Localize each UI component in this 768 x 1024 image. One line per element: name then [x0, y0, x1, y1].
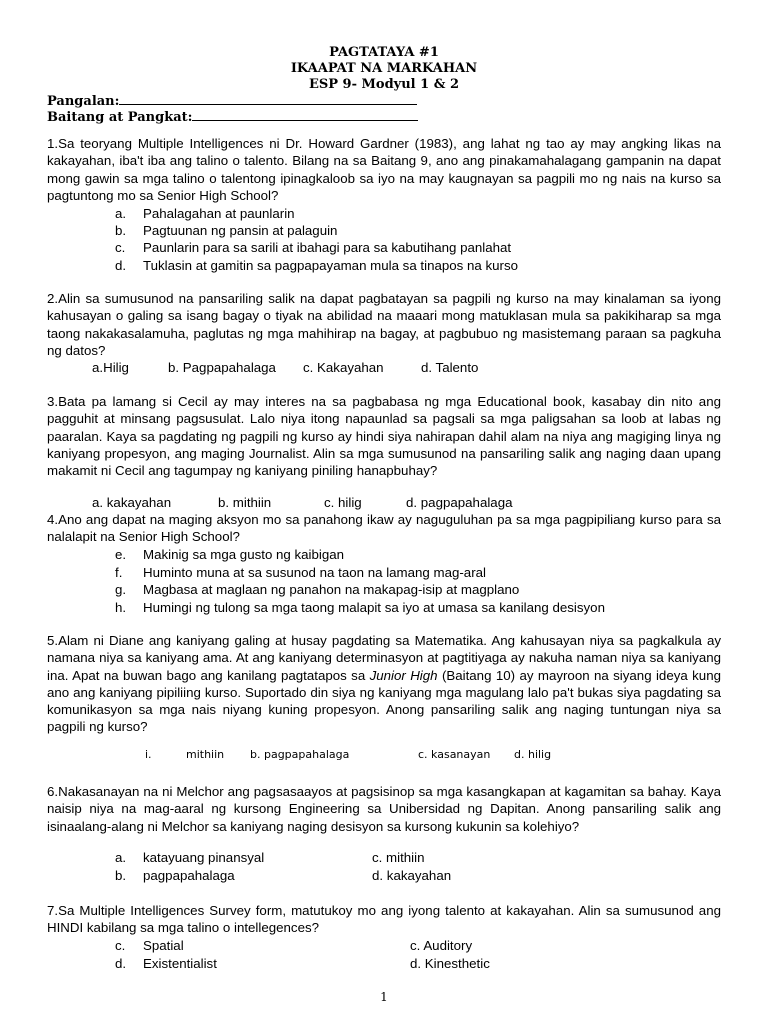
module-title: ESP 9- Modyul 1 & 2 — [308, 77, 460, 92]
junior-high-italic: Junior High — [369, 667, 438, 683]
question-3-text: 3.Bata pa lamang si Cecil ay may interes na sa pagbabasa ng mga Educational book, kasabay din nito ang pagguhit at minsang pagsusulat. Lalo niya itong napaunlad sa pagsali sa mga paligsahan sa loob at labas ng paaralan. Kaya sa pagdating ng pagpili ng kurso ay hindi siya nahirapan dahil alam na niya ang magiging linya ng kaniyang propesyon, ang maging Journalist. Alin sa mga sumusunod na pansariling salik ang naging daan upang makamit ni Cecil ang tagumpay ng kaniyang piniling hanapbuhay? — [47, 394, 721, 479]
question-1-text: 1.Sa teoryang Multiple Intelligences ni Dr. Howard Gardner (1983), ang lahat ng tao ay may angking likas na kakayahan, iba't iba ang talino o talento. Bilang na sa Baitang 9, ano ang pinakamahalagang gampanin na dapat mong gawin sa mga talino o talentong ipinagkaloob sa iyo na may kaugnayan sa pagpili mo ng nais na kurso sa pagtuntong mo sa Senior High School? — [47, 136, 721, 203]
q7-option-auditory[interactable]: c. Auditory — [410, 938, 473, 953]
question-5-text: 5.Alam ni Diane ang kaniyang galing at husay pagdating sa Matematika. Ang kahusayan niya sa pagkalkula ay namana niya sa kaniyang ama. At ang kaniyang determinasyon at pagtitiyaga ay nakuha naman niya sa kaniyang ina. Apat na buwan bago ang kanilang pagtatapos sa Junior High (Baitang 10) ay mayroon na siyang ideya kung ano ang kaniyang pipiliing kurso. Suportado din siya ng kaniyang mga magulang lalo pa't bukas siya pagdating sa komunikasyon sa mga nais niyang kuning propesyon. Anong pansariling salik ang naging tuntungan niya sa pagpili ng kurso? — [47, 633, 721, 735]
q4-option-h[interactable]: h. Humingi ng tulong sa mga taong malapit sa iyo at umasa sa kanilang desisyon — [115, 600, 605, 615]
q1-option-c[interactable]: c. Paunlarin para sa sarili at ibahagi para sa kabutihang panlahat — [115, 240, 512, 255]
q3-option-b[interactable]: b. mithiin — [218, 495, 272, 510]
question-4-text: 4.Ano ang dapat na maging aksyon mo sa panahong ikaw ay naguguluhan pa sa mga pagpipiliang kurso para sa nalalapit na Senior High School? — [47, 512, 721, 545]
q3-options — [92, 494, 512, 511]
q7-option-kinesthetic[interactable]: d. Kinesthetic — [410, 956, 490, 971]
q6-option-c[interactable]: c. mithiin — [372, 850, 425, 865]
page-number: 1 — [380, 990, 388, 1004]
quiz-title: PAGTATAYA #1 — [329, 45, 439, 60]
grade-section-blank[interactable] — [192, 108, 418, 121]
q2-option-c[interactable]: c. Kakayahan — [303, 360, 384, 375]
q4-option-f[interactable]: f. Huminto muna at sa susunod na taon na lamang mag-aral — [115, 565, 486, 580]
q2-option-d[interactable]: d. Talento — [421, 360, 479, 375]
q1-option-b[interactable]: b. Pagtuunan ng pansin at palaguin — [115, 223, 338, 238]
q5-option-a[interactable]: mithiin — [186, 748, 225, 761]
name-blank[interactable] — [119, 92, 417, 105]
q5-option-d[interactable]: d. hilig — [514, 748, 552, 761]
q6-option-a[interactable]: a. katayuang pinansyal — [115, 850, 265, 865]
q3-option-c[interactable]: c. hilig — [324, 495, 362, 510]
q2-option-a[interactable]: a.Hilig — [92, 360, 129, 375]
q7-option-existentialist[interactable]: d. Existentialist — [115, 956, 217, 971]
q7-option-spatial[interactable]: c. Spatial — [115, 938, 184, 953]
q1-option-a[interactable]: a. Pahalagahan at paunlarin — [115, 206, 295, 221]
question-2-text: 2.Alin sa sumusunod na pansariling salik na dapat pagbatayan sa pagpili ng kurso na may kinalaman sa iyong kahusayan o galing sa isang bagay o tiyak na abilidad na maaari mong matuklasan mula sa pakikiharap sa mga taong nakakasalamuha, paglutas ng mga mahihirap na bagay, at pagbubuo ng masistemang paraan sa pagkuha ng datos? — [47, 291, 721, 358]
q4-option-e[interactable]: e. Makinig sa mga gusto ng kaibigan — [115, 547, 345, 562]
q6-option-d[interactable]: d. kakayahan — [372, 868, 452, 883]
q4-option-g[interactable]: g. Magbasa at maglaan ng panahon na makapag-isip at magplano — [115, 582, 520, 597]
grade-section-field[interactable] — [47, 108, 418, 126]
q5-option-c[interactable]: c. kasanayan — [418, 748, 491, 761]
quarter-title: IKAAPAT NA MARKAHAN — [290, 61, 478, 76]
q6-option-b[interactable]: b. pagpapahalaga — [115, 868, 235, 883]
q2-options — [92, 359, 478, 376]
name-label: Pangalan: — [47, 94, 120, 109]
question-6-text: 6.Nakasanayan na ni Melchor ang pagsasaayos at pagsisinop sa mga kasangkapan at kagamitan sa bahay. Kaya naisip niya na mag-aaral ng kursong Engineering sa Unibersidad ng Dapitan. Anong pansariling salik ang isinaalang-alang ni Melchor sa kaniyang naging desisyon sa kursong kukunin sa kolehiyo? — [47, 784, 721, 834]
q3-option-a[interactable]: a. kakayahan — [92, 495, 172, 510]
q3-option-d[interactable]: d. pagpapahalaga — [406, 495, 513, 510]
q2-option-b[interactable]: b. Pagpapahalaga — [168, 360, 276, 375]
q5-option-b[interactable]: b. pagpapahalaga — [250, 748, 350, 761]
q5-option-i-label: i. — [145, 748, 152, 761]
grade-section-label: Baitang at Pangkat: — [47, 110, 193, 125]
q1-option-d[interactable]: d. Tuklasin at gamitin sa pagpapayaman mula sa tinapos na kurso — [115, 258, 518, 273]
question-7-text: 7.Sa Multiple Intelligences Survey form, matutukoy mo ang iyong talento at kakayahan. Alin sa sumusunod ang HINDI kabilang sa mga talino o intellegences? — [47, 903, 721, 936]
